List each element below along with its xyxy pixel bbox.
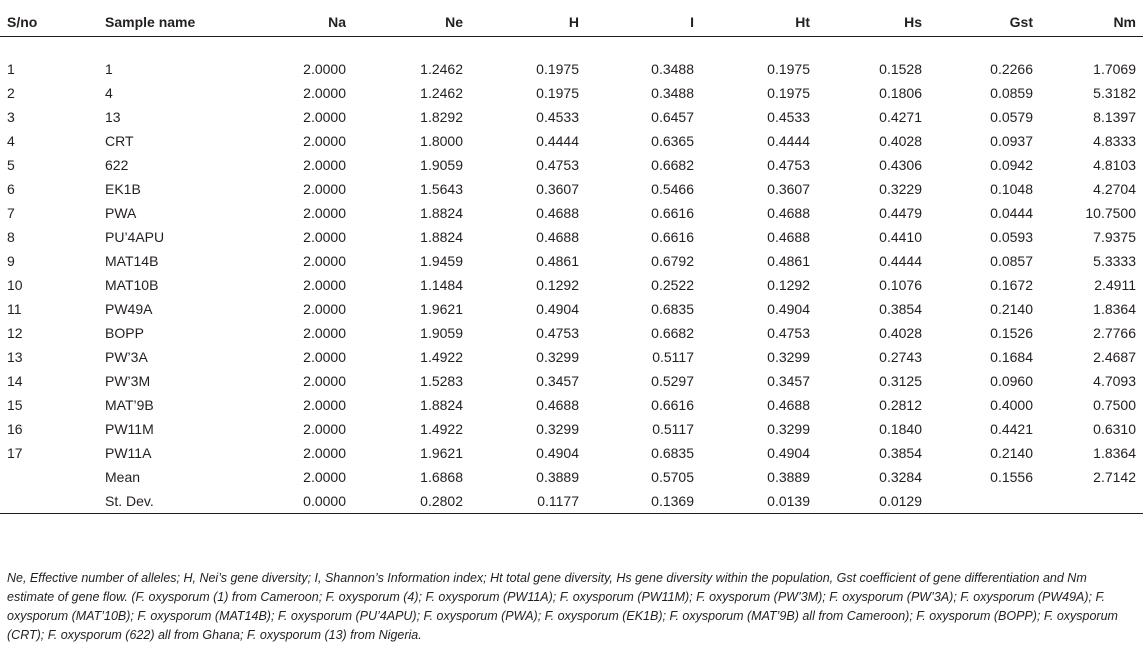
table-cell: 0.1806 <box>879 85 922 101</box>
table-cell: 8 <box>7 229 15 245</box>
table-cell: 1.9621 <box>420 301 463 317</box>
table-cell: 0.6835 <box>651 445 694 461</box>
table-cell: 0.0000 <box>244 489 353 514</box>
table-cell: 2.0000 <box>303 469 346 485</box>
table-cell: PWA <box>105 205 137 221</box>
table-cell: 0.3457 <box>536 373 579 389</box>
table-cell: 1 <box>7 61 15 77</box>
table-cell: 2.0000 <box>303 85 346 101</box>
table-cell: 0.0942 <box>990 157 1033 173</box>
table-cell: 1.6868 <box>420 469 463 485</box>
table-cell: 0.6457 <box>651 109 694 125</box>
table-cell: 0.1975 <box>767 85 810 101</box>
table-cell: 1.8292 <box>420 109 463 125</box>
table-cell: 0.4028 <box>879 133 922 149</box>
table-cell: 15 <box>7 397 23 413</box>
table-cell: 2.7142 <box>1093 469 1136 485</box>
table-cell: 2.0000 <box>303 373 346 389</box>
table-cell: 1.5283 <box>420 373 463 389</box>
table-cell: 0.1292 <box>536 277 579 293</box>
table-cell: 2.0000 <box>303 133 346 149</box>
header-row <box>0 8 1143 37</box>
table-cell: 0.4271 <box>879 109 922 125</box>
table-cell: 2 <box>7 85 15 101</box>
table-cell: 2.0000 <box>303 229 346 245</box>
table-header <box>0 8 1143 57</box>
table-cell: 0.4688 <box>536 229 579 245</box>
table-cell: 0.6616 <box>651 397 694 413</box>
table-cell: 0.4000 <box>990 397 1033 413</box>
table-cell: 622 <box>105 157 129 173</box>
table-cell: PU’4APU <box>105 229 165 245</box>
table-cell: 1.4922 <box>420 421 463 437</box>
table-cell: 0.3299 <box>536 349 579 365</box>
table-cell: 0.2812 <box>879 397 922 413</box>
table-cell: 0.1840 <box>879 421 922 437</box>
header-ne: Ne <box>353 8 470 37</box>
table-cell: 0.1975 <box>536 61 579 77</box>
table-cell: 0.1975 <box>536 85 579 101</box>
table-cell: 1.8364 <box>1093 301 1136 317</box>
table-body <box>0 57 1143 514</box>
table-cell: St. Dev. <box>98 489 244 514</box>
table-cell: 0.2140 <box>990 445 1033 461</box>
table-cell: 2.0000 <box>303 61 346 77</box>
table-cell: 0.3889 <box>767 469 810 485</box>
table-row <box>0 417 1143 441</box>
table-cell: 0.4533 <box>536 109 579 125</box>
table-cell: 0.7500 <box>1093 397 1136 413</box>
table-cell: 0.3488 <box>651 85 694 101</box>
table-cell: 2.0000 <box>303 253 346 269</box>
table-cell: 1.8824 <box>420 205 463 221</box>
table-cell: 0.5117 <box>652 421 694 437</box>
table-cell: 1.9059 <box>420 325 463 341</box>
table-cell: 1.9621 <box>420 445 463 461</box>
table-cell: 1.9459 <box>420 253 463 269</box>
table-cell: 9 <box>7 253 15 269</box>
table-row <box>0 441 1143 465</box>
header-na: Na <box>244 8 353 37</box>
table-row <box>0 369 1143 393</box>
table-cell: 0.0857 <box>990 253 1033 269</box>
table-cell: 0.3299 <box>767 349 810 365</box>
table-cell: 2.0000 <box>303 157 346 173</box>
table-cell: 2.0000 <box>303 109 346 125</box>
table-cell: 7.9375 <box>1093 229 1136 245</box>
table-cell: 0.3607 <box>767 181 810 197</box>
table-cell: PW’3M <box>105 373 151 389</box>
table-cell: 0.1684 <box>990 349 1033 365</box>
table-cell: 13 <box>105 109 121 125</box>
table-cell: 3 <box>7 109 15 125</box>
table-row <box>0 345 1143 369</box>
table-row <box>0 105 1143 129</box>
table-cell: 0.0937 <box>990 133 1033 149</box>
table-row <box>0 297 1143 321</box>
table-cell: 13 <box>7 349 23 365</box>
table-cell: 0.0859 <box>990 85 1033 101</box>
table-cell: 0.3457 <box>767 373 810 389</box>
table-cell: PW’3A <box>105 349 148 365</box>
header-h: H <box>470 8 586 37</box>
header-hs: Hs <box>817 8 929 37</box>
table-cell: 0.3299 <box>536 421 579 437</box>
table-cell: 0.1528 <box>879 61 922 77</box>
table-cell: 1 <box>105 61 113 77</box>
table-cell: 0.4533 <box>767 109 810 125</box>
table-cell: 2.0000 <box>303 301 346 317</box>
header-i: I <box>586 8 701 37</box>
header-sample-name: Sample name <box>98 8 244 37</box>
table-cell: 0.5466 <box>651 181 694 197</box>
table-cell: 0.3125 <box>879 373 922 389</box>
table-footnote: Ne, Effective number of alleles; H, Nei’s gene diversity; I, Shannon’s Information index; Ht total gene diversity, Hs gene diversity within the population, Gst coefficient of gene differentiation and Nm estimate of gene flow. (F. oxysporum (1) from Cameroon; F. oxysporum (4); F. oxysporum (PW11A); F. oxysporum (PW11M); F. oxysporum (PW’3M); F. oxysporum (PW’3A); F. oxysporum (PW49A); F. oxysporum (MAT’10B); F. oxysporum (MAT14B); F. oxysporum (PU’4APU); F. oxysporum (PWA); F. oxysporum (EK1B); F. oxysporum (MAT’9B) all from Cameroon); F. oxysporum (BOPP); F. oxysporum (CRT); F. oxysporum (622) all from Ghana; F. oxysporum (13) from Nigeria. <box>7 571 1118 642</box>
table-cell: 1.8364 <box>1093 445 1136 461</box>
table-row <box>0 201 1143 225</box>
table-cell: 0.4306 <box>879 157 922 173</box>
table-cell: CRT <box>105 133 134 149</box>
table-cell: 0.4688 <box>767 205 810 221</box>
table-cell: 2.0000 <box>303 397 346 413</box>
table-cell: 16 <box>7 421 23 437</box>
table-cell: 4.7093 <box>1093 373 1136 389</box>
table-cell: EK1B <box>105 181 141 197</box>
table-cell <box>0 465 98 489</box>
table-cell: 0.0579 <box>990 109 1033 125</box>
table-cell: 2.0000 <box>303 421 346 437</box>
table-cell: 1.9059 <box>420 157 463 173</box>
table-cell: 0.1369 <box>586 489 701 514</box>
table-cell: 0.4688 <box>536 205 579 221</box>
table-cell: 4.2704 <box>1093 181 1136 197</box>
table-row <box>0 465 1143 489</box>
table-cell: 0.5297 <box>651 373 694 389</box>
table-cell: 0.6682 <box>651 157 694 173</box>
table-cell: 5.3333 <box>1093 253 1136 269</box>
table-cell: 0.4479 <box>879 205 922 221</box>
table-cell: 0.2522 <box>651 277 694 293</box>
table-cell <box>929 489 1040 514</box>
table-cell: 1.2462 <box>420 61 463 77</box>
table-cell: 1.1484 <box>420 277 463 293</box>
table-cell: 0.4444 <box>536 133 579 149</box>
table-cell: Mean <box>105 469 141 485</box>
table-cell: 4 <box>7 133 15 149</box>
table-row <box>0 321 1143 345</box>
table-cell: 0.2266 <box>990 61 1033 77</box>
header-sno: S/no <box>0 8 98 37</box>
table-cell: 0.0593 <box>990 229 1033 245</box>
table-cell: 0.6616 <box>651 205 694 221</box>
table-cell: 4.8333 <box>1093 133 1136 149</box>
table-cell: 4.8103 <box>1093 157 1136 173</box>
table-cell: 0.4904 <box>536 445 579 461</box>
table-cell: 0.5705 <box>651 469 694 485</box>
table-row <box>0 177 1143 201</box>
table-cell <box>0 489 98 514</box>
table-cell: 0.4444 <box>767 133 810 149</box>
table-cell: 0.4410 <box>879 229 922 245</box>
table-cell: 0.1975 <box>767 61 810 77</box>
table-row <box>0 225 1143 249</box>
table-cell: 0.3607 <box>536 181 579 197</box>
table-row <box>0 489 1143 514</box>
table-cell: 1.2462 <box>420 85 463 101</box>
table-cell: 0.4753 <box>536 325 579 341</box>
table-cell: 10 <box>7 277 23 293</box>
table-cell: 0.1672 <box>990 277 1033 293</box>
table-cell: PW49A <box>105 301 153 317</box>
table-cell: 0.6365 <box>651 133 694 149</box>
table-cell: 2.0000 <box>303 205 346 221</box>
table-row <box>0 81 1143 105</box>
header-nm: Nm <box>1040 8 1143 37</box>
table-cell: 2.4687 <box>1093 349 1136 365</box>
table-cell: 8.1397 <box>1093 109 1136 125</box>
table-cell: 0.4421 <box>990 421 1033 437</box>
table-cell: MAT’9B <box>105 397 154 413</box>
table-row <box>0 273 1143 297</box>
table-cell: 0.3854 <box>879 301 922 317</box>
table-cell: 0.3299 <box>767 421 810 437</box>
table-cell: 0.2743 <box>879 349 922 365</box>
table-cell: 4 <box>105 85 113 101</box>
table-cell: 1.8000 <box>420 133 463 149</box>
table-row <box>0 129 1143 153</box>
table-cell: 0.2140 <box>990 301 1033 317</box>
table-cell: 2.0000 <box>303 349 346 365</box>
gene-diversity-table <box>0 8 1143 514</box>
table-cell: 0.2802 <box>353 489 470 514</box>
table-cell: 0.6835 <box>651 301 694 317</box>
table-cell: 0.1177 <box>470 489 586 514</box>
table-cell: 0.4904 <box>536 301 579 317</box>
table-cell: 0.0129 <box>817 489 929 514</box>
table-cell: PW11M <box>105 421 154 437</box>
table-cell: 0.1076 <box>879 277 922 293</box>
table-cell: 0.4861 <box>767 253 810 269</box>
table-cell: 0.3854 <box>879 445 922 461</box>
table-cell: 0.5117 <box>652 349 694 365</box>
table-cell: MAT14B <box>105 253 159 269</box>
table-row <box>0 393 1143 417</box>
table-cell: 0.4444 <box>879 253 922 269</box>
table-cell: 0.3284 <box>879 469 922 485</box>
table-cell: 0.6616 <box>651 229 694 245</box>
table-cell: 0.1526 <box>990 325 1033 341</box>
table-cell: 0.3229 <box>879 181 922 197</box>
table-cell: 0.4753 <box>767 325 810 341</box>
table-cell: 1.7069 <box>1093 61 1136 77</box>
table-cell: 2.0000 <box>303 325 346 341</box>
table-cell: 0.1292 <box>767 277 810 293</box>
table-cell <box>1040 489 1143 514</box>
table-cell: 0.4688 <box>536 397 579 413</box>
table-cell: 2.0000 <box>303 445 346 461</box>
table-cell: MAT10B <box>105 277 159 293</box>
table-cell: 0.3889 <box>536 469 579 485</box>
header-ht: Ht <box>701 8 817 37</box>
table-cell: 1.8824 <box>420 397 463 413</box>
table-cell: 1.8824 <box>420 229 463 245</box>
table-cell: 0.0444 <box>990 205 1033 221</box>
table-cell: 0.0960 <box>990 373 1033 389</box>
table-cell: 5 <box>7 157 15 173</box>
table-cell: 12 <box>7 325 23 341</box>
table-cell: 0.4753 <box>767 157 810 173</box>
table-cell: 2.4911 <box>1094 277 1136 293</box>
table-cell: 0.4904 <box>767 445 810 461</box>
table-cell: 2.0000 <box>303 181 346 197</box>
table-row <box>0 249 1143 273</box>
table-cell: 2.7766 <box>1093 325 1136 341</box>
table-cell: 7 <box>7 205 15 221</box>
table-cell: 0.6310 <box>1093 421 1136 437</box>
table-cell: 0.4861 <box>536 253 579 269</box>
table-cell: 0.6792 <box>651 253 694 269</box>
table-cell: 1.5643 <box>420 181 463 197</box>
table-cell: 5.3182 <box>1093 85 1136 101</box>
table-cell: 0.4904 <box>767 301 810 317</box>
table-cell: 0.4688 <box>767 397 810 413</box>
table-cell: 0.6682 <box>651 325 694 341</box>
table-cell: 10.7500 <box>1085 205 1136 221</box>
table-cell: 0.4688 <box>767 229 810 245</box>
table-row <box>0 57 1143 81</box>
table-cell: 0.3488 <box>651 61 694 77</box>
table-cell: PW11A <box>105 445 152 461</box>
table-cell: 6 <box>7 181 15 197</box>
table-cell: 0.0139 <box>701 489 817 514</box>
table-cell: 0.4753 <box>536 157 579 173</box>
table-cell: 0.4028 <box>879 325 922 341</box>
table-cell: 11 <box>7 301 22 317</box>
table-row <box>0 153 1143 177</box>
table-cell: 17 <box>7 445 23 461</box>
table-cell: 1.4922 <box>420 349 463 365</box>
table-cell: 14 <box>7 373 23 389</box>
table-cell: 0.1556 <box>990 469 1033 485</box>
table-cell: 0.1048 <box>990 181 1033 197</box>
table-cell: BOPP <box>105 325 144 341</box>
header-gst: Gst <box>929 8 1040 37</box>
table-cell: 2.0000 <box>303 277 346 293</box>
